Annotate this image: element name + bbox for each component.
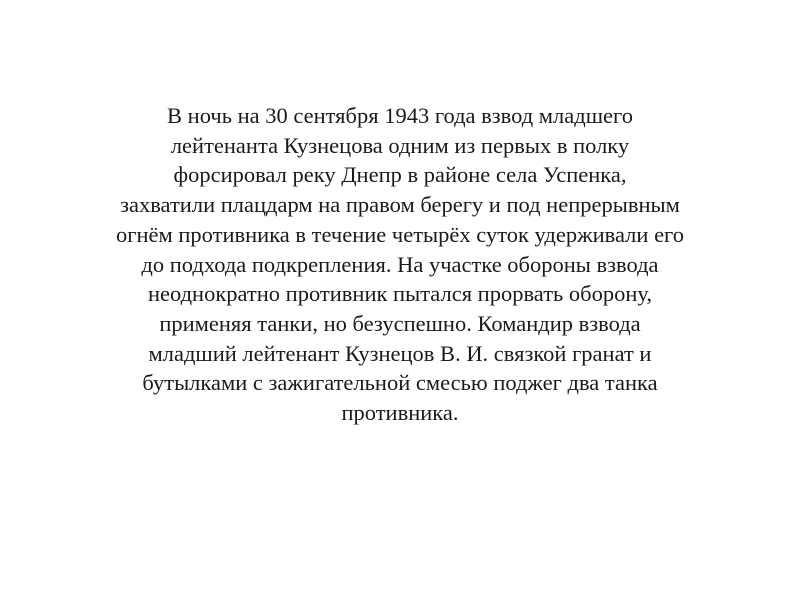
paragraph-line: до подхода подкрепления. На участке обороны взвода bbox=[141, 251, 659, 277]
body-paragraph bbox=[40, 101, 760, 428]
paragraph-line: форсировал реку Днепр в районе села Успенка, bbox=[173, 162, 627, 188]
paragraph-line: огнём противника в течение четырёх суток удерживали его bbox=[116, 221, 684, 247]
paragraph-line: лейтенанта Кузнецова одним из первых в полку bbox=[170, 132, 630, 158]
paragraph-line: младший лейтенант Кузнецов В. И. связкой гранат и bbox=[148, 340, 652, 366]
paragraph-line: противника. bbox=[341, 400, 459, 426]
paragraph-line: неоднократно противник пытался прорвать оборону, bbox=[147, 281, 653, 307]
paragraph-line: бутылками с зажигательной смесью поджег два танка bbox=[142, 370, 658, 396]
paragraph-line: захватили плацдарм на правом берегу и под непрерывным bbox=[120, 192, 680, 218]
paragraph-line: В ночь на 30 сентября 1943 года взвод младшего bbox=[167, 103, 633, 128]
paragraph-line: применяя танки, но безуспешно. Командир взвода bbox=[159, 310, 641, 336]
